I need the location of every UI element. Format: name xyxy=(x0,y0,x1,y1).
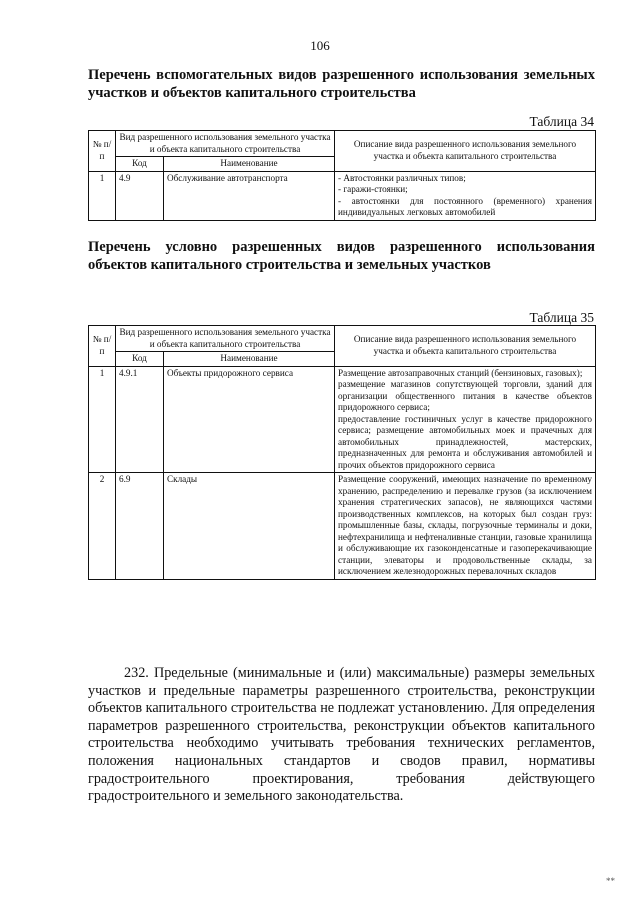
table-34-caption: Таблица 34 xyxy=(529,114,594,129)
header-code: Код xyxy=(116,352,164,367)
description-line: - автостоянки для постоянного (временного) хранения индивидуальных легковых автомобилей xyxy=(338,195,592,217)
header-kind-group: Вид разрешенного использования земельного участка и объекта капитального строительства xyxy=(116,131,335,157)
table-35 xyxy=(88,325,596,580)
row-name: Объекты придорожного сервиса xyxy=(164,366,335,473)
description-line: предоставление гостиничных услуг в качестве придорожного сервиса; размещение автомобильных моек и прачечных для автомобильных принадлежностей, мастерских, предназначенных для ремонта и обслуживания автомобилей и прочих объектов придорожного сервиса xyxy=(338,413,592,470)
corner-mark: ** xyxy=(606,876,615,886)
row-description xyxy=(335,171,596,220)
description-line: размещение магазинов сопутствующей торговли, зданий для организации общественного питания в качестве объектов придорожного сервиса; xyxy=(338,379,592,412)
description-line: Размещение автозаправочных станций (бензиновых, газовых); xyxy=(338,367,583,378)
header-name: Наименование xyxy=(164,157,335,172)
header-num: № п/п xyxy=(89,326,116,367)
header-num: № п/п xyxy=(89,131,116,172)
header-name: Наименование xyxy=(164,352,335,367)
description-line: Размещение сооружений, имеющих назначение по временному хранению, распределению и перевалке грузов (за исключением хранения стратегических запасов), не являющихся частями производственных комплексов, на которых был создан груз: промышленные базы, склады, погрузочные терминалы и доки, нефтехранилища и нефтеналивные станции, газовые хранилища и обслуживающие их газоконденсатные и газоперекачивающие станции, элеваторы и продовольственные склады, за исключением железнодорожных перевалочных складов xyxy=(338,474,592,576)
header-kind-group: Вид разрешенного использования земельного участка и объекта капитального строительства xyxy=(116,326,335,352)
row-code: 4.9 xyxy=(116,171,164,220)
row-name: Обслуживание автотранспорта xyxy=(164,171,335,220)
header-description: Описание вида разрешенного использования земельного участка и объекта капитального строительства xyxy=(335,326,596,367)
row-num: 1 xyxy=(89,171,116,220)
heading-conditional-uses: Перечень условно разрешенных видов разрешенного использования объектов капитального строительства и земельных участков xyxy=(88,239,595,273)
table-row xyxy=(89,366,596,473)
description-line: - Автостоянки различных типов; xyxy=(338,172,466,183)
row-description xyxy=(335,473,596,580)
row-code: 4.9.1 xyxy=(116,366,164,473)
table-34 xyxy=(88,130,596,221)
row-num: 1 xyxy=(89,366,116,473)
row-code: 6.9 xyxy=(116,473,164,580)
header-code: Код xyxy=(116,157,164,172)
header-description: Описание вида разрешенного использования земельного участка и объекта капитального строительства xyxy=(335,131,596,172)
page-number: 106 xyxy=(310,38,330,53)
row-name: Склады xyxy=(164,473,335,580)
row-description xyxy=(335,366,596,473)
table-row xyxy=(89,473,596,580)
row-num: 2 xyxy=(89,473,116,580)
table-35-caption: Таблица 35 xyxy=(529,310,594,325)
table-row xyxy=(89,171,596,220)
description-line: - гаражи-стоянки; xyxy=(338,184,408,194)
paragraph-232: 232. Предельные (минимальные и (или) максимальные) размеры земельных участков и предельные параметры разрешенного строительства, реконструкции объектов капитального строительства не подлежат установлению. Для определения параметров разрешенного строительства, реконструкции объектов капитального строительства необходимо учитывать требования технических регламентов, положения национальных стандартов и сводов правил, нормативы градостроительного проектирования, требования действующего градостроительного и земельного законодательства. xyxy=(88,665,595,805)
heading-auxiliary-uses: Перечень вспомогательных видов разрешенного использования земельных участков и объектов капитального строительства xyxy=(88,67,595,101)
